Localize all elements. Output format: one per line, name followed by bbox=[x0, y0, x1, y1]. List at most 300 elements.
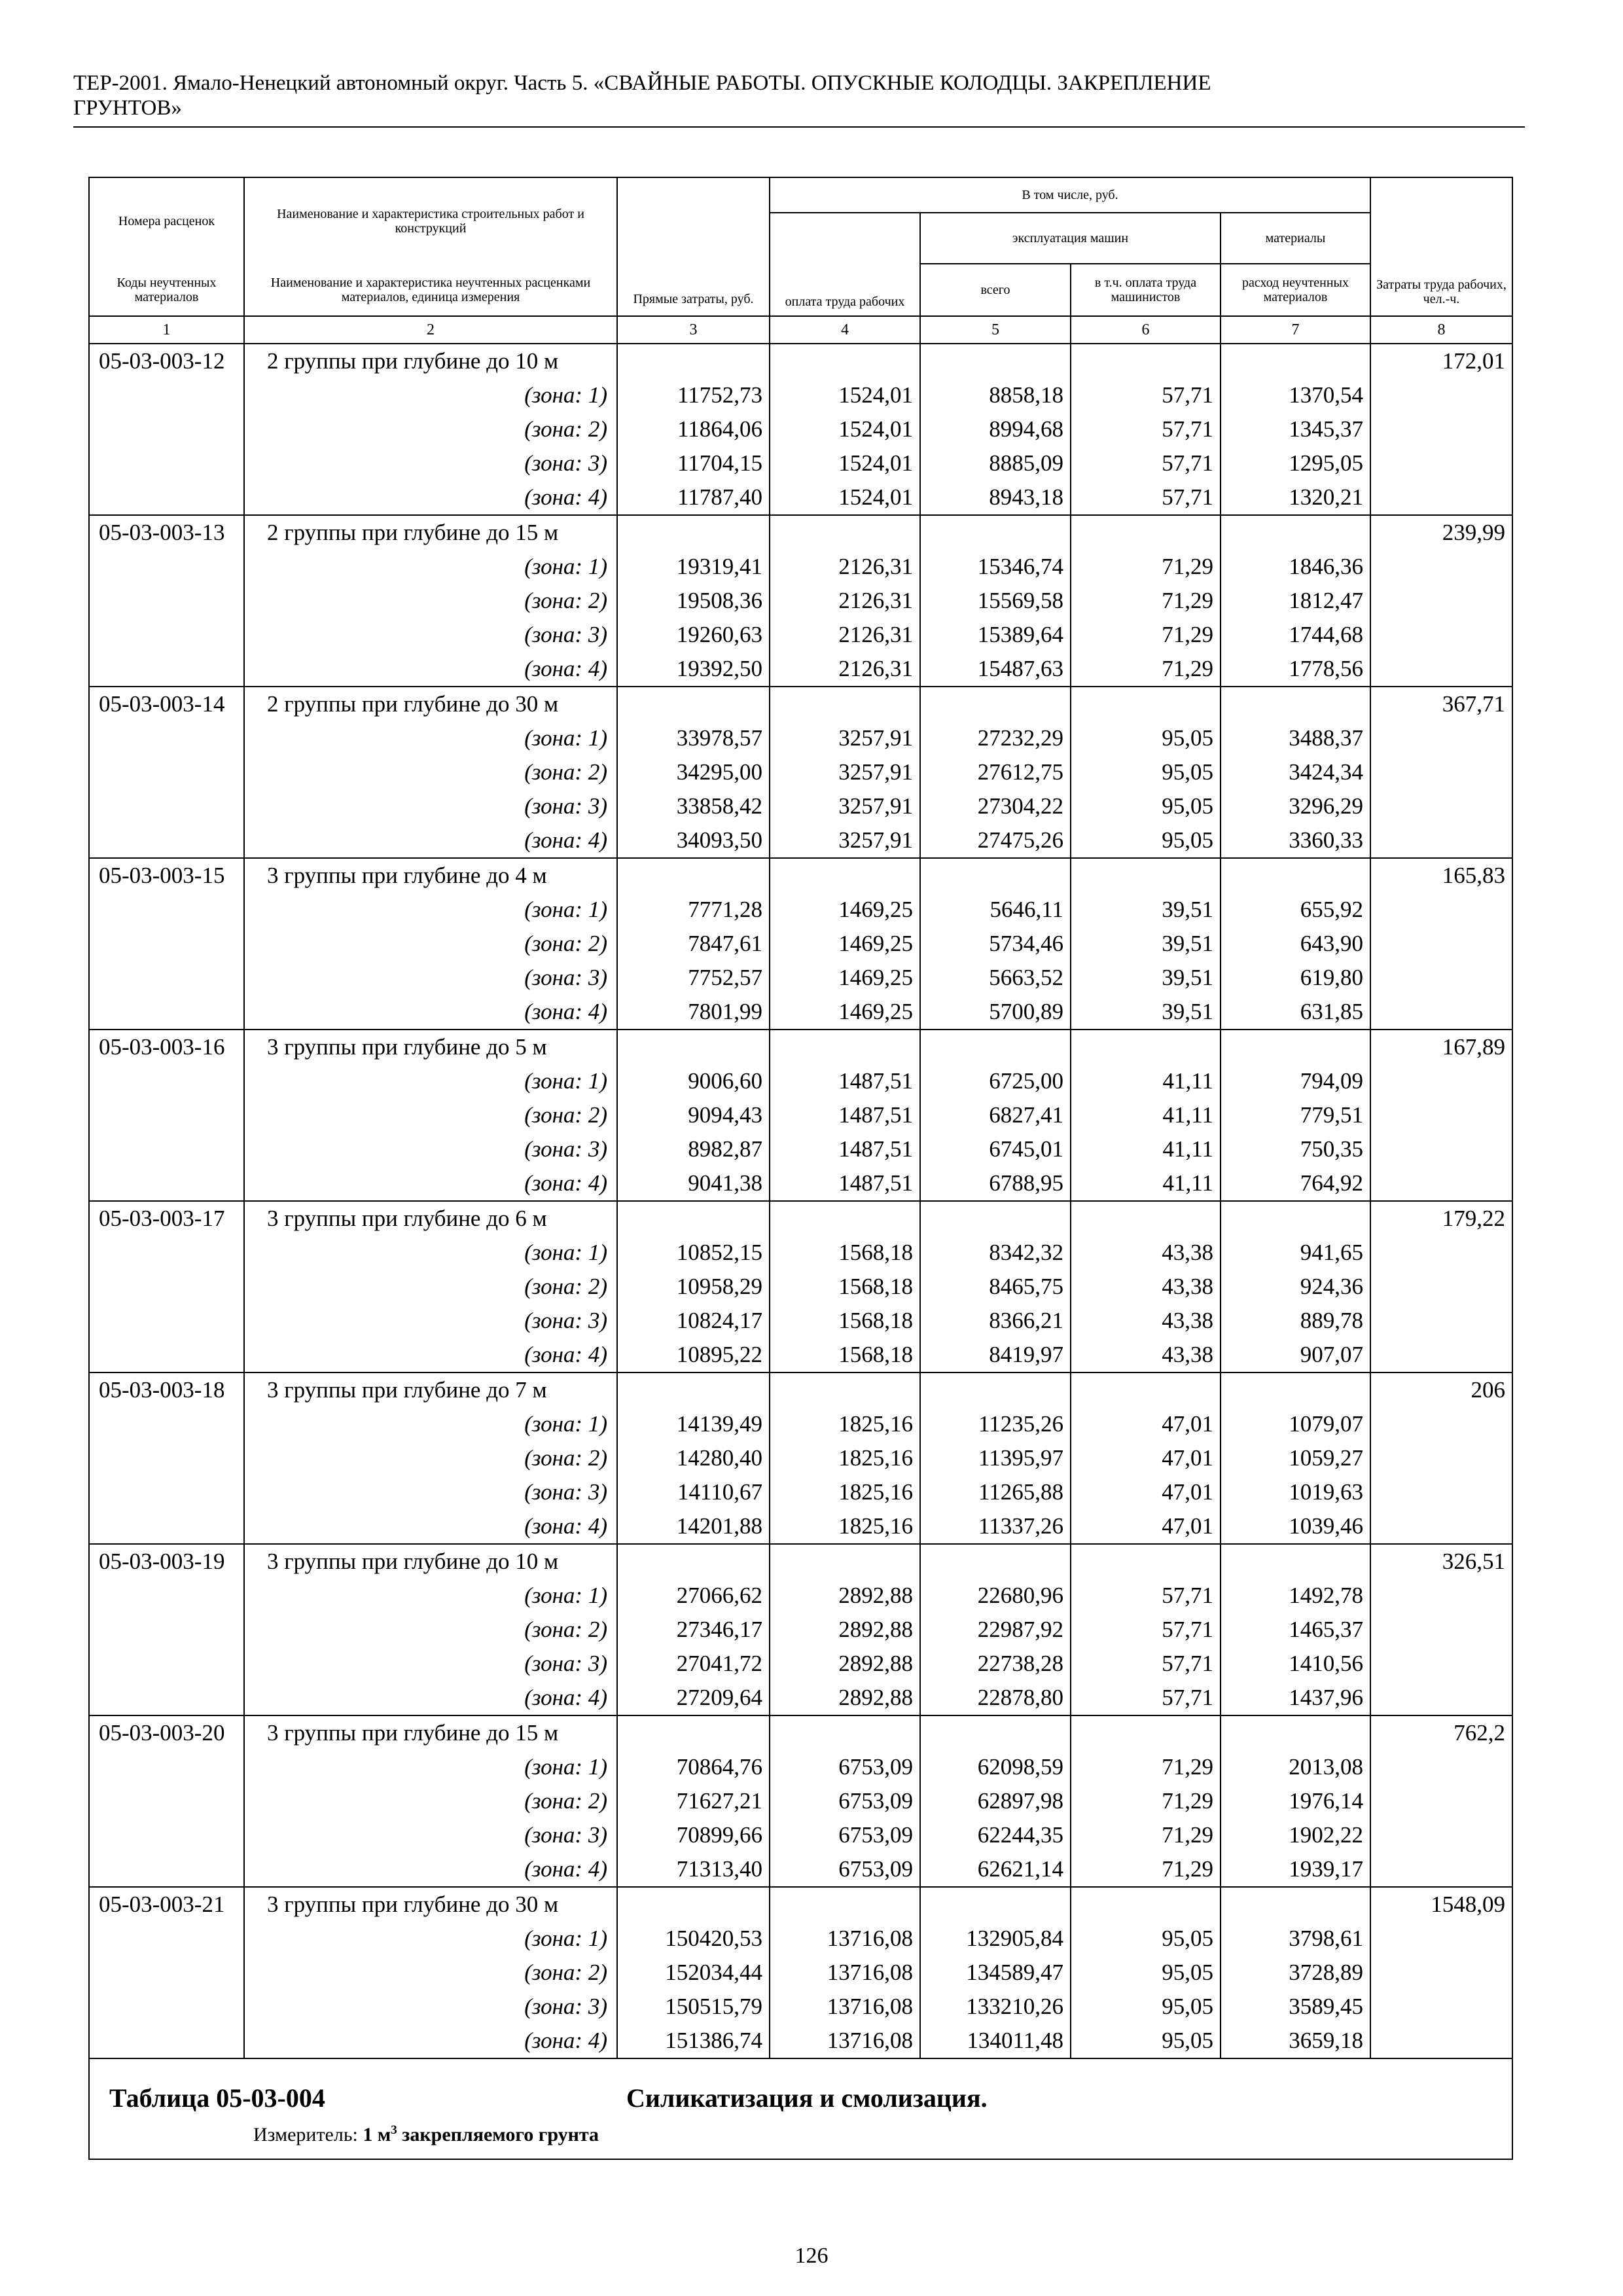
machines-total bbox=[920, 1030, 1071, 1064]
worker-wages bbox=[770, 687, 920, 721]
machinist-wages: 43,38 bbox=[1071, 1236, 1221, 1270]
table-row bbox=[89, 480, 1512, 515]
materials: 794,09 bbox=[1221, 1064, 1370, 1098]
direct-cost bbox=[617, 344, 770, 378]
rate-code-empty bbox=[89, 1922, 244, 1956]
zone-label: (зона: 1) bbox=[244, 1579, 617, 1613]
worker-wages: 1568,18 bbox=[770, 1236, 920, 1270]
rate-code-empty bbox=[89, 961, 244, 995]
materials: 655,92 bbox=[1221, 893, 1370, 927]
machines-total: 11265,88 bbox=[920, 1475, 1071, 1509]
machines-total: 27475,26 bbox=[920, 823, 1071, 858]
rate-title: 2 группы при глубине до 15 м bbox=[244, 515, 617, 550]
machinist-wages: 47,01 bbox=[1071, 1475, 1221, 1509]
table-row bbox=[89, 1201, 1512, 1236]
labor-hours: 172,01 bbox=[1370, 344, 1512, 378]
worker-wages: 1568,18 bbox=[770, 1270, 920, 1304]
table-row bbox=[89, 378, 1512, 412]
direct-cost: 11752,73 bbox=[617, 378, 770, 412]
header-materials: материалы bbox=[1221, 213, 1370, 264]
worker-wages: 1825,16 bbox=[770, 1441, 920, 1475]
labor-hours: 239,99 bbox=[1370, 515, 1512, 550]
materials: 1846,36 bbox=[1221, 550, 1370, 584]
machines-total bbox=[920, 1372, 1071, 1407]
labor-hours: 165,83 bbox=[1370, 858, 1512, 893]
machines-total bbox=[920, 1887, 1071, 1922]
worker-wages: 13716,08 bbox=[770, 1922, 920, 1956]
rate-code-empty bbox=[89, 2024, 244, 2058]
labor-hours: 206 bbox=[1370, 1372, 1512, 1407]
direct-cost: 70864,76 bbox=[617, 1750, 770, 1784]
zone-label: (зона: 2) bbox=[244, 1441, 617, 1475]
materials: 1019,63 bbox=[1221, 1475, 1370, 1509]
labor-hours bbox=[1370, 789, 1512, 823]
machinist-wages: 57,71 bbox=[1071, 1647, 1221, 1681]
labor-hours bbox=[1370, 480, 1512, 515]
machines-total: 8366,21 bbox=[920, 1304, 1071, 1338]
labor-hours bbox=[1370, 1681, 1512, 1715]
labor-hours bbox=[1370, 823, 1512, 858]
labor-hours bbox=[1370, 1270, 1512, 1304]
machinist-wages: 47,01 bbox=[1071, 1441, 1221, 1475]
unit-prefix: Измеритель: bbox=[253, 2124, 358, 2145]
machines-total: 8419,97 bbox=[920, 1338, 1071, 1372]
rate-code-empty bbox=[89, 1475, 244, 1509]
rate-code: 05-03-003-12 bbox=[89, 344, 244, 378]
machines-total: 62244,35 bbox=[920, 1818, 1071, 1852]
labor-hours bbox=[1370, 1852, 1512, 1887]
rate-code-empty bbox=[89, 1338, 244, 1372]
materials: 3798,61 bbox=[1221, 1922, 1370, 1956]
materials bbox=[1221, 344, 1370, 378]
machines-total: 5700,89 bbox=[920, 995, 1071, 1030]
machines-total bbox=[920, 1201, 1071, 1236]
table-row bbox=[89, 652, 1512, 687]
machines-total bbox=[920, 344, 1071, 378]
unit-value: 1 $м^3$ закрепляемого грунта bbox=[363, 2123, 599, 2145]
rate-code-empty bbox=[89, 652, 244, 687]
direct-cost: 9094,43 bbox=[617, 1098, 770, 1132]
machines-total: 6725,00 bbox=[920, 1064, 1071, 1098]
table-row bbox=[89, 515, 1512, 550]
table-row bbox=[89, 1681, 1512, 1715]
rate-code-empty bbox=[89, 1613, 244, 1647]
table-row bbox=[89, 1990, 1512, 2024]
machines-total: 8342,32 bbox=[920, 1236, 1071, 1270]
document-running-header bbox=[73, 71, 1520, 120]
machinist-wages: 71,29 bbox=[1071, 1784, 1221, 1818]
zone-label: (зона: 3) bbox=[244, 961, 617, 995]
machines-total: 22738,28 bbox=[920, 1647, 1071, 1681]
machinist-wages: 95,05 bbox=[1071, 823, 1221, 858]
materials: 1059,27 bbox=[1221, 1441, 1370, 1475]
materials bbox=[1221, 1715, 1370, 1750]
table-row bbox=[89, 584, 1512, 618]
materials: 3296,29 bbox=[1221, 789, 1370, 823]
direct-cost: 71313,40 bbox=[617, 1852, 770, 1887]
zone-label: (зона: 3) bbox=[244, 1304, 617, 1338]
labor-hours bbox=[1370, 893, 1512, 927]
materials: 1492,78 bbox=[1221, 1579, 1370, 1613]
header-col2-bottom: Наименование и характеристика неучтенных расценками материалов, единица измерения bbox=[244, 264, 617, 316]
machines-total: 134011,48 bbox=[920, 2024, 1071, 2058]
rate-code-empty bbox=[89, 1407, 244, 1441]
labor-hours: 762,2 bbox=[1370, 1715, 1512, 1750]
machines-total bbox=[920, 1715, 1071, 1750]
materials: 1778,56 bbox=[1221, 652, 1370, 687]
machinist-wages bbox=[1071, 1887, 1221, 1922]
labor-hours: 167,89 bbox=[1370, 1030, 1512, 1064]
machinist-wages: 71,29 bbox=[1071, 1852, 1221, 1887]
direct-cost: 10895,22 bbox=[617, 1338, 770, 1372]
materials: 631,85 bbox=[1221, 995, 1370, 1030]
worker-wages: 2126,31 bbox=[770, 550, 920, 584]
zone-label: (зона: 3) bbox=[244, 618, 617, 652]
zone-label: (зона: 4) bbox=[244, 1166, 617, 1201]
footer-row bbox=[89, 2058, 1512, 2159]
materials: 643,90 bbox=[1221, 927, 1370, 961]
zone-label: (зона: 4) bbox=[244, 652, 617, 687]
machines-total: 11337,26 bbox=[920, 1509, 1071, 1544]
zone-label: (зона: 4) bbox=[244, 995, 617, 1030]
direct-cost: 19260,63 bbox=[617, 618, 770, 652]
direct-cost: 11787,40 bbox=[617, 480, 770, 515]
materials: 779,51 bbox=[1221, 1098, 1370, 1132]
direct-cost: 10958,29 bbox=[617, 1270, 770, 1304]
labor-hours bbox=[1370, 1956, 1512, 1990]
direct-cost: 27209,64 bbox=[617, 1681, 770, 1715]
rate-code-empty bbox=[89, 1270, 244, 1304]
machinist-wages: 95,05 bbox=[1071, 789, 1221, 823]
labor-hours bbox=[1370, 550, 1512, 584]
table-row bbox=[89, 858, 1512, 893]
zone-label: (зона: 4) bbox=[244, 823, 617, 858]
labor-hours bbox=[1370, 1509, 1512, 1544]
direct-cost: 14280,40 bbox=[617, 1441, 770, 1475]
worker-wages: 6753,09 bbox=[770, 1852, 920, 1887]
next-table-title: Таблица 05-03-004 bbox=[109, 2083, 325, 2113]
machines-total: 62897,98 bbox=[920, 1784, 1071, 1818]
machinist-wages bbox=[1071, 1715, 1221, 1750]
rate-code-empty bbox=[89, 1852, 244, 1887]
worker-wages: 3257,91 bbox=[770, 721, 920, 755]
worker-wages: 1524,01 bbox=[770, 378, 920, 412]
machinist-wages bbox=[1071, 1372, 1221, 1407]
machines-total: 62621,14 bbox=[920, 1852, 1071, 1887]
column-number: 1 bbox=[89, 316, 244, 344]
materials bbox=[1221, 1372, 1370, 1407]
materials: 924,36 bbox=[1221, 1270, 1370, 1304]
machines-total: 6827,41 bbox=[920, 1098, 1071, 1132]
worker-wages: 3257,91 bbox=[770, 789, 920, 823]
machines-total: 11395,97 bbox=[920, 1441, 1071, 1475]
header-machines: эксплуатация машин bbox=[920, 213, 1221, 264]
materials: 1039,46 bbox=[1221, 1509, 1370, 1544]
worker-wages: 2892,88 bbox=[770, 1579, 920, 1613]
worker-wages: 1487,51 bbox=[770, 1098, 920, 1132]
rate-code-empty bbox=[89, 1509, 244, 1544]
direct-cost: 14139,49 bbox=[617, 1407, 770, 1441]
machinist-wages: 43,38 bbox=[1071, 1338, 1221, 1372]
labor-hours bbox=[1370, 1441, 1512, 1475]
zone-label: (зона: 4) bbox=[244, 1338, 617, 1372]
rate-code-empty bbox=[89, 1166, 244, 1201]
machines-total: 8465,75 bbox=[920, 1270, 1071, 1304]
machines-total: 132905,84 bbox=[920, 1922, 1071, 1956]
zone-label: (зона: 3) bbox=[244, 1990, 617, 2024]
table-row bbox=[89, 927, 1512, 961]
worker-wages: 1524,01 bbox=[770, 446, 920, 480]
labor-hours bbox=[1370, 1579, 1512, 1613]
direct-cost: 9041,38 bbox=[617, 1166, 770, 1201]
table-row bbox=[89, 1030, 1512, 1064]
table-row bbox=[89, 1166, 1512, 1201]
zone-label: (зона: 2) bbox=[244, 1613, 617, 1647]
zone-label: (зона: 1) bbox=[244, 1407, 617, 1441]
direct-cost bbox=[617, 858, 770, 893]
machinist-wages: 95,05 bbox=[1071, 1956, 1221, 1990]
materials bbox=[1221, 1030, 1370, 1064]
materials bbox=[1221, 1544, 1370, 1579]
worker-wages: 6753,09 bbox=[770, 1818, 920, 1852]
labor-hours bbox=[1370, 1407, 1512, 1441]
table-row bbox=[89, 823, 1512, 858]
column-number: 2 bbox=[244, 316, 617, 344]
materials bbox=[1221, 515, 1370, 550]
worker-wages: 1487,51 bbox=[770, 1166, 920, 1201]
direct-cost bbox=[617, 1201, 770, 1236]
machines-total: 27232,29 bbox=[920, 721, 1071, 755]
zone-label: (зона: 2) bbox=[244, 1270, 617, 1304]
machinist-wages bbox=[1071, 687, 1221, 721]
table-row bbox=[89, 1715, 1512, 1750]
table-row bbox=[89, 1270, 1512, 1304]
worker-wages bbox=[770, 1715, 920, 1750]
table-row bbox=[89, 1372, 1512, 1407]
materials: 3360,33 bbox=[1221, 823, 1370, 858]
zone-label: (зона: 4) bbox=[244, 2024, 617, 2058]
direct-cost: 27066,62 bbox=[617, 1579, 770, 1613]
materials: 1079,07 bbox=[1221, 1407, 1370, 1441]
materials: 3488,37 bbox=[1221, 721, 1370, 755]
worker-wages: 1469,25 bbox=[770, 893, 920, 927]
rate-code-empty bbox=[89, 446, 244, 480]
column-number: 7 bbox=[1221, 316, 1370, 344]
materials bbox=[1221, 1201, 1370, 1236]
zone-label: (зона: 1) bbox=[244, 1750, 617, 1784]
machines-total: 27304,22 bbox=[920, 789, 1071, 823]
direct-cost: 70899,66 bbox=[617, 1818, 770, 1852]
labor-hours bbox=[1370, 1236, 1512, 1270]
labor-hours: 1548,09 bbox=[1370, 1887, 1512, 1922]
table-row bbox=[89, 1132, 1512, 1166]
machines-total: 15389,64 bbox=[920, 618, 1071, 652]
table-row bbox=[89, 1956, 1512, 1990]
materials: 1370,54 bbox=[1221, 378, 1370, 412]
machinist-wages: 95,05 bbox=[1071, 1922, 1221, 1956]
rate-code-empty bbox=[89, 721, 244, 755]
direct-cost: 150515,79 bbox=[617, 1990, 770, 2024]
machinist-wages: 39,51 bbox=[1071, 995, 1221, 1030]
machinist-wages: 57,71 bbox=[1071, 1579, 1221, 1613]
rate-title: 3 группы при глубине до 7 м bbox=[244, 1372, 617, 1407]
direct-cost: 7752,57 bbox=[617, 961, 770, 995]
rate-code-empty bbox=[89, 1681, 244, 1715]
machinist-wages: 71,29 bbox=[1071, 652, 1221, 687]
zone-label: (зона: 2) bbox=[244, 755, 617, 789]
machinist-wages: 71,29 bbox=[1071, 1750, 1221, 1784]
direct-cost: 19508,36 bbox=[617, 584, 770, 618]
worker-wages: 2892,88 bbox=[770, 1647, 920, 1681]
direct-cost: 151386,74 bbox=[617, 2024, 770, 2058]
rate-code: 05-03-003-20 bbox=[89, 1715, 244, 1750]
machines-total: 15487,63 bbox=[920, 652, 1071, 687]
header-col5: всего bbox=[920, 264, 1071, 316]
rate-code-empty bbox=[89, 1098, 244, 1132]
zone-label: (зона: 3) bbox=[244, 446, 617, 480]
worker-wages bbox=[770, 1201, 920, 1236]
worker-wages: 3257,91 bbox=[770, 755, 920, 789]
column-number: 8 bbox=[1370, 316, 1512, 344]
labor-hours bbox=[1370, 412, 1512, 446]
rate-code-empty bbox=[89, 378, 244, 412]
zone-label: (зона: 2) bbox=[244, 1956, 617, 1990]
materials: 764,92 bbox=[1221, 1166, 1370, 1201]
table-row bbox=[89, 721, 1512, 755]
machines-total: 62098,59 bbox=[920, 1750, 1071, 1784]
materials: 3728,89 bbox=[1221, 1956, 1370, 1990]
machinist-wages: 95,05 bbox=[1071, 755, 1221, 789]
materials: 907,07 bbox=[1221, 1338, 1370, 1372]
rate-code-empty bbox=[89, 1647, 244, 1681]
worker-wages: 2126,31 bbox=[770, 652, 920, 687]
worker-wages: 3257,91 bbox=[770, 823, 920, 858]
labor-hours: 326,51 bbox=[1370, 1544, 1512, 1579]
rate-code-empty bbox=[89, 1132, 244, 1166]
table-row bbox=[89, 344, 1512, 378]
worker-wages: 1568,18 bbox=[770, 1338, 920, 1372]
machines-total bbox=[920, 1544, 1071, 1579]
table-row bbox=[89, 1613, 1512, 1647]
labor-hours bbox=[1370, 1750, 1512, 1784]
table-row bbox=[89, 1818, 1512, 1852]
machinist-wages: 95,05 bbox=[1071, 721, 1221, 755]
table-row bbox=[89, 2024, 1512, 2058]
zone-label: (зона: 2) bbox=[244, 1098, 617, 1132]
worker-wages: 1825,16 bbox=[770, 1509, 920, 1544]
zone-label: (зона: 3) bbox=[244, 1818, 617, 1852]
machines-total: 8943,18 bbox=[920, 480, 1071, 515]
rate-code: 05-03-003-14 bbox=[89, 687, 244, 721]
machinist-wages: 57,71 bbox=[1071, 446, 1221, 480]
labor-hours bbox=[1370, 652, 1512, 687]
header-included: В том числе, руб. bbox=[770, 177, 1370, 213]
machinist-wages: 47,01 bbox=[1071, 1509, 1221, 1544]
machines-total: 8885,09 bbox=[920, 446, 1071, 480]
worker-wages: 13716,08 bbox=[770, 2024, 920, 2058]
table-row bbox=[89, 1579, 1512, 1613]
table-row bbox=[89, 961, 1512, 995]
worker-wages: 1469,25 bbox=[770, 995, 920, 1030]
rate-code: 05-03-003-21 bbox=[89, 1887, 244, 1922]
worker-wages: 1825,16 bbox=[770, 1407, 920, 1441]
rate-code: 05-03-003-13 bbox=[89, 515, 244, 550]
rate-title: 2 группы при глубине до 10 м bbox=[244, 344, 617, 378]
zone-label: (зона: 1) bbox=[244, 550, 617, 584]
direct-cost: 10852,15 bbox=[617, 1236, 770, 1270]
table-row bbox=[89, 1098, 1512, 1132]
materials: 1939,17 bbox=[1221, 1852, 1370, 1887]
labor-hours bbox=[1370, 995, 1512, 1030]
table-row bbox=[89, 412, 1512, 446]
worker-wages: 6753,09 bbox=[770, 1750, 920, 1784]
materials: 1744,68 bbox=[1221, 618, 1370, 652]
direct-cost: 9006,60 bbox=[617, 1064, 770, 1098]
materials: 750,35 bbox=[1221, 1132, 1370, 1166]
worker-wages: 1487,51 bbox=[770, 1132, 920, 1166]
materials: 1410,56 bbox=[1221, 1647, 1370, 1681]
machines-total bbox=[920, 687, 1071, 721]
direct-cost: 14110,67 bbox=[617, 1475, 770, 1509]
machinist-wages: 43,38 bbox=[1071, 1304, 1221, 1338]
worker-wages bbox=[770, 1030, 920, 1064]
machines-total: 22878,80 bbox=[920, 1681, 1071, 1715]
table-header bbox=[89, 177, 1512, 344]
rate-code-empty bbox=[89, 1579, 244, 1613]
table-row bbox=[89, 1407, 1512, 1441]
zone-label: (зона: 1) bbox=[244, 1236, 617, 1270]
materials bbox=[1221, 687, 1370, 721]
machinist-wages: 39,51 bbox=[1071, 893, 1221, 927]
materials: 1976,14 bbox=[1221, 1784, 1370, 1818]
zone-label: (зона: 1) bbox=[244, 1064, 617, 1098]
table-body bbox=[89, 344, 1512, 2058]
machinist-wages: 41,11 bbox=[1071, 1166, 1221, 1201]
header-line-1: ТЕР-2001. Ямало-Ненецкий автономный округ. Часть 5. «СВАЙНЫЕ РАБОТЫ. ОПУСКНЫЕ КОЛОДЦЫ. ЗАКРЕПЛЕНИЕ bbox=[73, 71, 1211, 95]
column-number-row bbox=[89, 316, 1512, 344]
machines-total: 27612,75 bbox=[920, 755, 1071, 789]
machines-total: 5734,46 bbox=[920, 927, 1071, 961]
machinist-wages: 47,01 bbox=[1071, 1407, 1221, 1441]
rate-code-empty bbox=[89, 1750, 244, 1784]
materials bbox=[1221, 858, 1370, 893]
machines-total: 22987,92 bbox=[920, 1613, 1071, 1647]
labor-hours bbox=[1370, 1613, 1512, 1647]
materials: 1437,96 bbox=[1221, 1681, 1370, 1715]
table-row bbox=[89, 1441, 1512, 1475]
header-col6: в т.ч. оплата труда машинистов bbox=[1071, 264, 1221, 316]
zone-label: (зона: 1) bbox=[244, 893, 617, 927]
rate-title: 3 группы при глубине до 6 м bbox=[244, 1201, 617, 1236]
rate-code: 05-03-003-19 bbox=[89, 1544, 244, 1579]
rate-code-empty bbox=[89, 1064, 244, 1098]
labor-hours bbox=[1370, 1304, 1512, 1338]
machinist-wages: 57,71 bbox=[1071, 480, 1221, 515]
header-col8: Затраты труда рабочих, чел.-ч. bbox=[1370, 177, 1512, 316]
rate-code-empty bbox=[89, 550, 244, 584]
machinist-wages: 71,29 bbox=[1071, 584, 1221, 618]
table-row bbox=[89, 1509, 1512, 1544]
zone-label: (зона: 3) bbox=[244, 1647, 617, 1681]
rate-code-empty bbox=[89, 927, 244, 961]
table-row bbox=[89, 687, 1512, 721]
machines-total: 5646,11 bbox=[920, 893, 1071, 927]
labor-hours bbox=[1370, 446, 1512, 480]
machinist-wages: 41,11 bbox=[1071, 1098, 1221, 1132]
machinist-wages: 39,51 bbox=[1071, 961, 1221, 995]
labor-hours bbox=[1370, 927, 1512, 961]
machinist-wages: 71,29 bbox=[1071, 550, 1221, 584]
